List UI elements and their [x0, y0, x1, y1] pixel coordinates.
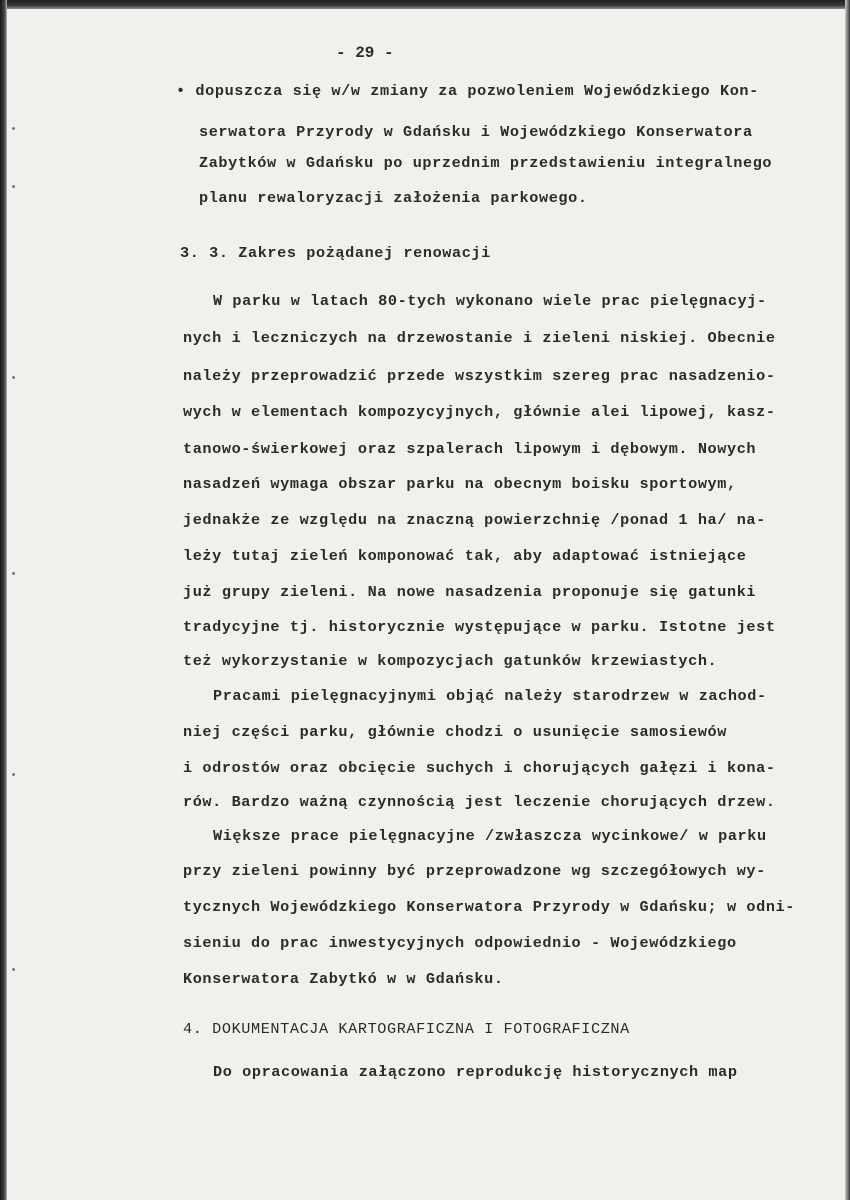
- text-line: niej części parku, głównie chodzi o usunięcie samosiewów: [183, 723, 727, 741]
- scan-border-top: [0, 0, 850, 9]
- page-number: - 29 -: [336, 44, 394, 62]
- text-line: planu rewaloryzacji założenia parkowego.: [199, 189, 588, 207]
- text-line: nasadzeń wymaga obszar parku na obecnym boisku sportowym,: [183, 475, 737, 493]
- margin-dot: [12, 376, 15, 379]
- text-line: leży tutaj zieleń komponować tak, aby adaptować istniejące: [183, 547, 747, 565]
- text-line: przy zieleni powinny być przeprowadzone wg szczegółowych wy-: [183, 862, 766, 880]
- text-line: Zabytków w Gdańsku po uprzednim przedstawieniu integralnego: [199, 154, 773, 172]
- margin-dot: [12, 773, 15, 776]
- text-line: Większe prace pielęgnacyjne /zwłaszcza wycinkowe/ w parku: [213, 827, 767, 845]
- text-line: W parku w latach 80-tych wykonano wiele prac pielęgnacyj-: [213, 292, 767, 310]
- text-line: wych w elementach kompozycyjnych, głównie alei lipowej, kasz-: [183, 403, 776, 421]
- text-line: tanowo-świerkowej oraz szpalerach lipowym i dębowym. Nowych: [183, 440, 757, 458]
- text-line: też wykorzystanie w kompozycjach gatunków krzewiastych.: [183, 652, 718, 670]
- text-line: rów. Bardzo ważną czynnością jest leczenie chorujących drzew.: [183, 793, 776, 811]
- text-line: i odrostów oraz obcięcie suchych i chorujących gałęzi i kona-: [183, 759, 776, 777]
- section-heading: 4. DOKUMENTACJA KARTOGRAFICZNA I FOTOGRAFICZNA: [183, 1020, 630, 1038]
- text-line: nych i leczniczych na drzewostanie i zieleni niskiej. Obecnie: [183, 329, 776, 347]
- margin-dot: [12, 185, 15, 188]
- scan-border-left: [0, 0, 7, 1200]
- scan-border-right: [845, 0, 850, 1200]
- text-line: serwatora Przyrody w Gdańsku i Wojewódzkiego Konserwatora: [199, 123, 753, 141]
- text-line: tycznych Wojewódzkiego Konserwatora Przyrody w Gdańsku; w odni-: [183, 898, 795, 916]
- section-heading: 3. 3. Zakres pożądanej renowacji: [180, 244, 491, 262]
- text-line: Pracami pielęgnacyjnymi objąć należy starodrzew w zachod-: [213, 687, 767, 705]
- text-line: Do opracowania załączono reprodukcję historycznych map: [213, 1063, 738, 1081]
- margin-dot: [12, 127, 15, 130]
- margin-dot: [12, 572, 15, 575]
- text-line: jednakże ze względu na znaczną powierzchnię /ponad 1 ha/ na-: [183, 511, 766, 529]
- text-line: tradycyjne tj. historycznie występujące w parku. Istotne jest: [183, 618, 776, 636]
- text-line: już grupy zieleni. Na nowe nasadzenia proponuje się gatunki: [183, 583, 757, 601]
- text-line: sieniu do prac inwestycyjnych odpowiednio - Wojewódzkiego: [183, 934, 737, 952]
- text-line: należy przeprowadzić przede wszystkim szereg prac nasadzenio-: [183, 367, 776, 385]
- text-line: • dopuszcza się w/w zmiany za pozwoleniem Wojewódzkiego Kon-: [176, 82, 759, 100]
- margin-dot: [12, 968, 15, 971]
- text-line: Konserwatora Zabytkó w w Gdańsku.: [183, 970, 504, 988]
